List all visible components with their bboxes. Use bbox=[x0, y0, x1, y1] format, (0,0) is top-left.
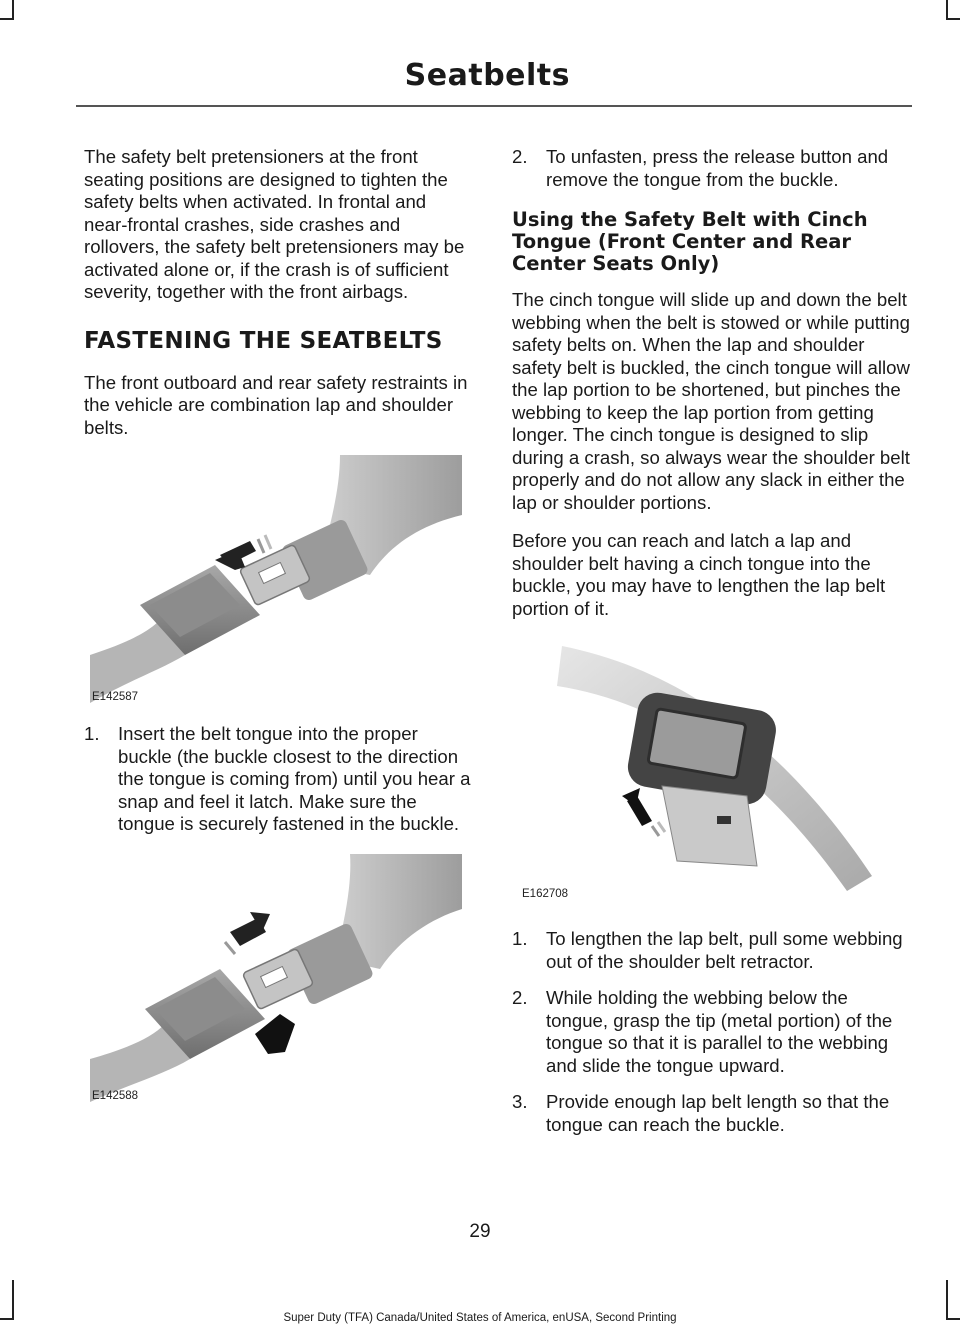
figure-buckle-latch bbox=[90, 854, 462, 1102]
step-text: To unfasten, press the release button and remove the tongue from the buckle. bbox=[546, 146, 889, 190]
step-number: 2. bbox=[512, 146, 528, 167]
subsection-heading: Using the Safety Belt with Cinch Tongue (Front Center and Rear Center Seats Only) bbox=[512, 208, 868, 275]
step-number: 3. bbox=[512, 1091, 528, 1112]
step-number: 2. bbox=[512, 987, 528, 1008]
step-number: 1. bbox=[512, 928, 528, 949]
section-heading: FASTENING THE SEATBELTS bbox=[84, 327, 443, 354]
lengthen-paragraph: Before you can reach and latch a lap and shoulder belt having a cinch tongue into the buckle, you may have to lengthen the lap belt portion of it. bbox=[512, 530, 886, 619]
figure-code: E142588 bbox=[92, 1089, 139, 1102]
footer-text: Super Duty (TFA) Canada/United States of America, enUSA, Second Printing bbox=[283, 1312, 677, 1324]
step-number: 1. bbox=[84, 723, 100, 744]
intro-paragraph: The safety belt pretensioners at the front seating positions are designed to tighten the safety belts when activated. In frontal and near-frontal crashes, side crashes and rollovers, the safety belt pretensioners may be activated alone or, if the crash is of sufficient severity, together with the front airbags. bbox=[84, 146, 465, 302]
left-column bbox=[84, 146, 474, 1102]
crop-mark bbox=[0, 18, 14, 20]
right-column bbox=[512, 146, 910, 1150]
lengthen-steps bbox=[512, 928, 910, 1136]
step-text: Provide enough lap belt length so that the tongue can reach the buckle. bbox=[546, 1091, 890, 1135]
figure-code: E142587 bbox=[92, 691, 139, 703]
list-item bbox=[512, 146, 910, 191]
crop-mark bbox=[12, 0, 14, 20]
seatbelt-illustration bbox=[90, 854, 462, 1102]
list-item bbox=[512, 987, 910, 1077]
header-divider bbox=[76, 105, 912, 107]
page-title: Seatbelts bbox=[404, 58, 570, 93]
step-text: To lengthen the lap belt, pull some webbing out of the shoulder belt retractor. bbox=[546, 928, 903, 972]
cinch-paragraph: The cinch tongue will slide up and down the belt webbing when the belt is stowed or while putting safety belts on. When the lap and shoulder safety belt is buckled, the cinch tongue will allow the lap portion to be shortened, but pinches the webbing to keep the lap portion from getting longer. The cinch tongue is designed to slip during a crash, so always wear the shoulder belt properly and do not allow any slack in either the lap or shoulder portions. bbox=[512, 289, 910, 513]
page-number: 29 bbox=[469, 1221, 491, 1242]
step-list bbox=[84, 723, 474, 836]
cinch-tongue-illustration bbox=[512, 636, 882, 906]
figure-cinch-tongue bbox=[512, 636, 882, 906]
step-text: While holding the webbing below the tongue, grasp the tip (metal portion) of the tongue so that it is parallel to the webbing and slide the tongue upward. bbox=[546, 987, 893, 1076]
list-item bbox=[512, 1091, 910, 1136]
list-item bbox=[512, 928, 910, 973]
list-item bbox=[84, 723, 474, 836]
figure-code: E162708 bbox=[522, 888, 569, 900]
crop-mark bbox=[946, 0, 948, 20]
step-text: Insert the belt tongue into the proper buckle (the buckle closest to the direction the tongue is coming from) until you hear a snap and feel it latch. Make sure the tongue is securely fastened in the buckle. bbox=[118, 723, 471, 834]
figure-buckle-insert bbox=[90, 455, 462, 703]
seatbelt-illustration bbox=[90, 455, 462, 703]
section-paragraph: The front outboard and rear safety restraints in the vehicle are combination lap and shoulder belts. bbox=[84, 371, 468, 438]
crop-mark bbox=[946, 18, 960, 20]
step-list bbox=[512, 146, 910, 191]
